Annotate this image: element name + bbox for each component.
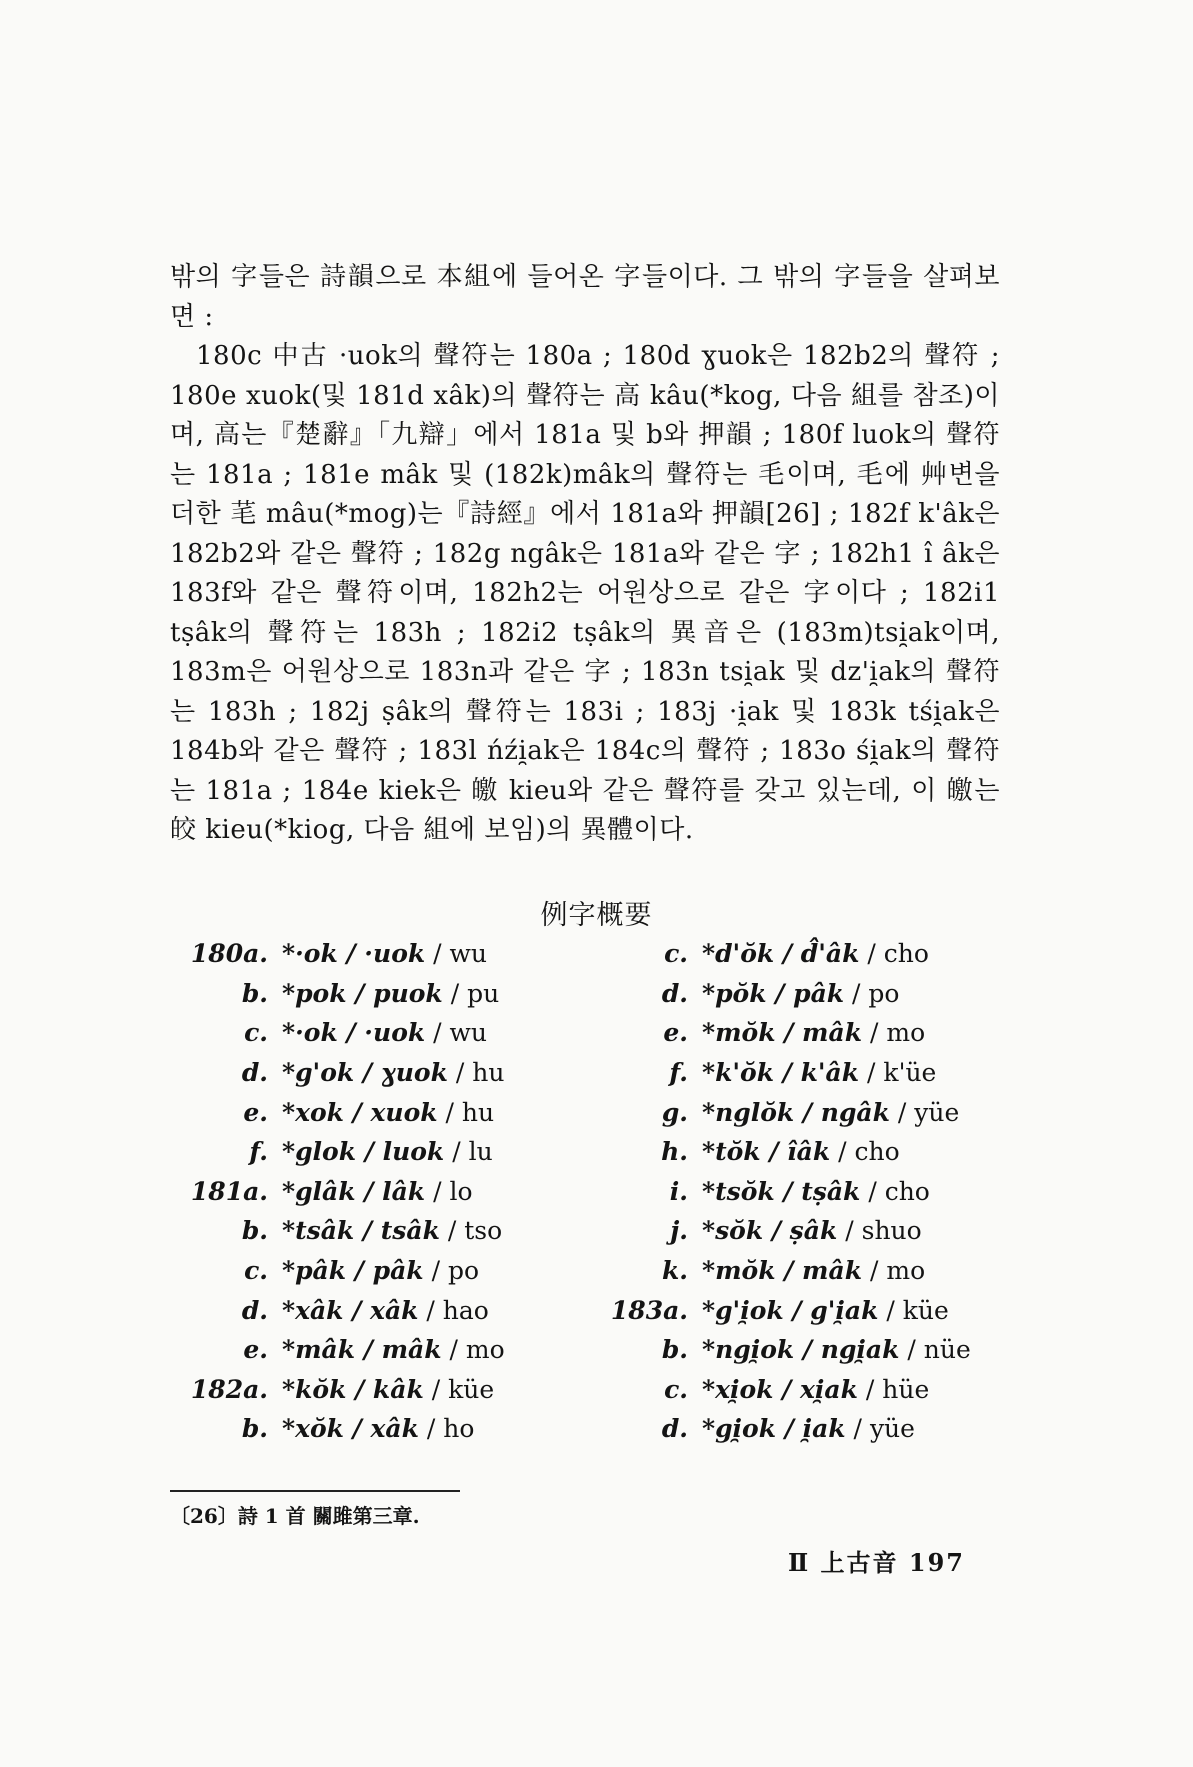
example-form: *ngi̯ok / ngi̯ak: [702, 1335, 900, 1365]
example-form: *xŏk / xâk: [282, 1414, 419, 1444]
example-form: *sŏk / ṣâk: [702, 1216, 838, 1246]
example-reading: wu: [449, 1018, 488, 1048]
example-reading: mo: [886, 1018, 926, 1048]
example-form: *kŏk / kâk: [282, 1374, 424, 1404]
example-form: *g'ok / ɣuok: [282, 1058, 448, 1088]
example-separator: /: [418, 1414, 444, 1444]
example-row: [606, 1409, 1026, 1449]
example-reading: yüe: [869, 1414, 915, 1444]
example-form: *xi̯ok / xi̯ak: [702, 1374, 858, 1404]
example-form: *g'i̯ok / g'i̯ak: [702, 1295, 879, 1325]
example-separator: /: [418, 1295, 443, 1325]
example-form: *mŏk / mâk: [702, 1256, 863, 1286]
footnote: 〔26〕詩 1 首 關雎第三章.: [170, 1504, 420, 1528]
example-label: d.: [661, 978, 688, 1008]
example-reading: hu: [461, 1097, 495, 1127]
example-form: *·ok / ·uok: [282, 1018, 426, 1048]
page-footer: Ⅱ 上古音 197: [787, 1548, 965, 1577]
example-separator: /: [859, 939, 884, 969]
example-separator: /: [844, 978, 869, 1008]
example-form: *pŏk / pâk: [702, 978, 845, 1008]
example-separator: /: [859, 1058, 884, 1088]
example-separator: /: [860, 1176, 885, 1206]
example-row: [186, 1370, 606, 1410]
example-row: [606, 1053, 1026, 1093]
example-reading: lu: [468, 1137, 493, 1167]
example-row: [186, 1330, 606, 1370]
example-reading: ho: [443, 1414, 475, 1444]
example-label: g.: [661, 1097, 688, 1127]
example-reading: wu: [449, 939, 488, 969]
example-row: [186, 1290, 606, 1330]
example-separator: /: [425, 1176, 450, 1206]
example-separator: /: [423, 1256, 448, 1286]
example-row: [186, 1172, 606, 1212]
example-separator: /: [423, 1374, 449, 1404]
example-form: *pok / puok: [282, 978, 443, 1008]
example-form: *k'ŏk / k'âk: [702, 1058, 860, 1088]
example-separator: /: [878, 1295, 903, 1325]
example-row: [606, 1172, 1026, 1212]
section-title: 例字概要: [540, 900, 653, 931]
example-label: f.: [249, 1137, 268, 1167]
example-label: b.: [661, 1335, 688, 1365]
example-label: b.: [241, 1414, 268, 1444]
example-form: *d'ŏk / d̂'âk: [702, 939, 860, 969]
example-row: [186, 1053, 606, 1093]
example-form: *glâk / lâk: [282, 1176, 426, 1206]
examples-left-column: [186, 934, 606, 1449]
example-row: [186, 934, 606, 974]
example-separator: /: [899, 1335, 924, 1365]
example-reading: lo: [449, 1176, 473, 1206]
example-reading: po: [447, 1256, 480, 1286]
example-label: e.: [663, 1018, 688, 1048]
example-row: [606, 1013, 1026, 1053]
example-separator: /: [845, 1414, 870, 1444]
example-label: 181a.: [190, 1176, 268, 1206]
example-row: [606, 974, 1026, 1014]
example-form: *xok / xuok: [282, 1097, 438, 1127]
example-reading: mo: [465, 1335, 505, 1365]
example-row: [186, 1251, 606, 1291]
example-separator: /: [862, 1256, 887, 1286]
paragraph-main: 180c 中古 ·uok의 聲符는 180a ; 180d ɣuok은 182b2의 聲符 ; 180e xuok(및 181d xâk)의 聲符는 高 kâu(*kog, 다음 組를 참조)이며, 高는『楚辭』「九辯」에서 181a 및 b와 押韻 ; 180f luok의 聲符는 181a ; 181e mâk 및 (182k)mâk의 聲符는 毛이며, 毛에 艸변을 더한 芼 mâu(*mog)는『詩經』에서 181a와 押韻[26] ; 182f k'âk은 182b2와 같은 聲符 ; 182g ngâk은 181a와 같은 字 ; 182h1 î âk은 183f와 같은 聲符이며, 182h2는 어원상으로 같은 字이다 ; 182i1 tṣâk의 聲符는 183h ; 182i2 tṣâk의 異音은 (183m)tsi̯ak이며, 183m은 어원상으로 183n과 같은 字 ; 183n tsi̯ak 및 dz'i̯ak의 聲符는 183h ; 182j ṣâk의 聲符는 183i ; 183j ·i̯ak 및 183k tśi̯ak은 184b와 같은 聲符 ; 183l ńźi̯ak은 184c의 聲符 ; 183o śi̯ak의 聲符는 181a ; 184e kiek은 皦 kieu와 같은 聲符를 갖고 있는데, 이 皦는 皎 kieu(*kiog, 다음 組에 보임)의 異體이다.: [170, 341, 1001, 845]
example-row: [186, 1409, 606, 1449]
example-reading: pu: [467, 978, 500, 1008]
paragraph-intro: 밖의 字들은 詩韻으로 本組에 들어온 字들이다. 그 밖의 字들을 살펴보면 :: [170, 262, 1000, 332]
example-form: *mŏk / mâk: [702, 1018, 863, 1048]
examples-right-column: [606, 934, 1026, 1449]
example-reading: cho: [883, 939, 929, 969]
example-separator: /: [837, 1216, 862, 1246]
example-row: [186, 974, 606, 1014]
example-separator: /: [425, 1018, 450, 1048]
example-label: h.: [661, 1137, 688, 1167]
example-reading: küe: [902, 1295, 949, 1325]
example-reading: küe: [448, 1374, 495, 1404]
example-separator: /: [437, 1097, 462, 1127]
example-label: b.: [241, 1216, 268, 1246]
example-reading: cho: [884, 1176, 930, 1206]
example-form: *glok / luok: [282, 1137, 445, 1167]
example-row: [186, 1211, 606, 1251]
example-row: [606, 1211, 1026, 1251]
example-form: *tŏk / îâk: [702, 1137, 831, 1167]
example-label: k.: [661, 1256, 688, 1286]
example-row: [606, 1290, 1026, 1330]
example-label: d.: [661, 1414, 688, 1444]
example-label: 183a.: [610, 1295, 688, 1325]
example-form: *nglŏk / ngâk: [702, 1097, 890, 1127]
example-separator: /: [862, 1018, 887, 1048]
example-row: [606, 1251, 1026, 1291]
example-form: *tsâk / tsâk: [282, 1216, 440, 1246]
example-reading: cho: [854, 1137, 900, 1167]
example-separator: /: [442, 978, 468, 1008]
example-form: *gi̯ok / i̯ak: [702, 1414, 846, 1444]
example-label: d.: [241, 1058, 268, 1088]
example-row: [606, 1092, 1026, 1132]
example-row: [186, 1092, 606, 1132]
example-reading: mo: [886, 1256, 926, 1286]
example-separator: /: [857, 1374, 883, 1404]
example-label: d.: [241, 1295, 268, 1325]
example-label: b.: [241, 978, 268, 1008]
footnote-divider: [170, 1490, 460, 1492]
example-label: e.: [243, 1335, 268, 1365]
example-reading: hao: [442, 1295, 489, 1325]
example-row: [606, 1132, 1026, 1172]
example-reading: shuo: [861, 1216, 922, 1246]
example-label: 182a.: [190, 1374, 268, 1404]
example-separator: /: [425, 939, 450, 969]
example-label: c.: [244, 1256, 268, 1286]
example-label: j.: [670, 1216, 688, 1246]
example-label: c.: [664, 1374, 688, 1404]
example-separator: /: [441, 1335, 466, 1365]
example-reading: nüe: [923, 1335, 971, 1365]
example-row: [606, 934, 1026, 974]
example-form: *pâk / pâk: [282, 1256, 424, 1286]
example-row: [186, 1013, 606, 1053]
example-separator: /: [439, 1216, 465, 1246]
example-separator: /: [830, 1137, 855, 1167]
example-form: *tsŏk / tṣâk: [702, 1176, 861, 1206]
example-form: *·ok / ·uok: [282, 939, 426, 969]
example-label: e.: [243, 1097, 268, 1127]
example-label: f.: [669, 1058, 688, 1088]
example-separator: /: [447, 1058, 473, 1088]
example-form: *mâk / mâk: [282, 1335, 442, 1365]
example-separator: /: [444, 1137, 469, 1167]
example-label: c.: [244, 1018, 268, 1048]
example-reading: k'üe: [883, 1058, 937, 1088]
example-reading: po: [868, 978, 900, 1008]
example-form: *xâk / xâk: [282, 1295, 419, 1325]
example-reading: tso: [464, 1216, 503, 1246]
example-row: [606, 1330, 1026, 1370]
example-reading: hüe: [882, 1374, 930, 1404]
example-reading: hu: [472, 1058, 505, 1088]
body-text: [170, 258, 1000, 851]
example-row: [606, 1370, 1026, 1410]
example-label: 180a.: [190, 939, 268, 969]
example-label: i.: [669, 1176, 688, 1206]
example-separator: /: [889, 1097, 915, 1127]
example-row: [186, 1132, 606, 1172]
example-reading: yüe: [914, 1097, 960, 1127]
example-label: c.: [664, 939, 688, 969]
